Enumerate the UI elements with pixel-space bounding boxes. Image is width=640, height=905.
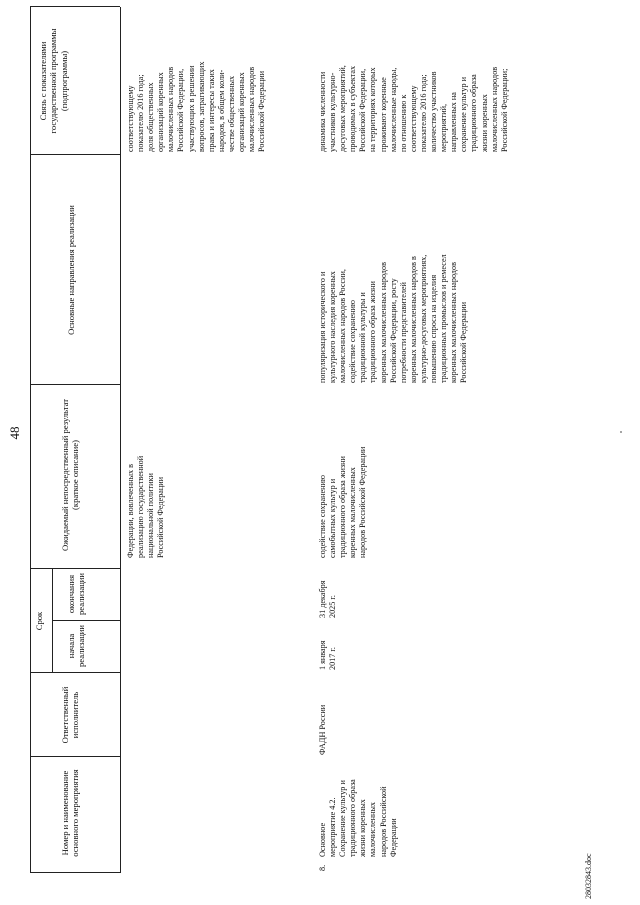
row-result: содействие сохранению самобытных культур и традиционного образа жизни коренных малочисленных народов Российской Федерации — [318, 446, 368, 558]
row-link: динамика численности участников культурно- досуговых мероприятий, проводимых в субъектах Российской Федерации, на территориях которых проживают коренные малочисленные народы, по отношению к соответствующему показателю 2016 года; количество участников мероприятий, направленных на сохранение культур и традиционного образа жизни коренных малочисленных народов Российской Федерации; — [318, 65, 509, 152]
header-start: начала реализации — [66, 625, 87, 667]
row-end-date: 31 декабря 2025 г. — [318, 580, 338, 618]
header-bottom-border — [120, 7, 121, 873]
header-number-name: Номер и наименование основного мероприятия — [60, 769, 81, 857]
table-left-border — [30, 872, 120, 873]
header-link: Связь с показателями государственной программы (подпрограммы) — [38, 28, 69, 134]
table-top-border — [30, 7, 31, 873]
col-divider-6 — [30, 154, 120, 155]
header-executor: Ответственный исполнитель — [60, 686, 81, 744]
page-number: 48 — [7, 426, 22, 440]
row-executor: ФАДН России — [318, 704, 327, 755]
header-srok: Срок — [34, 611, 44, 631]
header-directions: Основные направления реализации — [66, 205, 76, 335]
scan-speck — [620, 431, 622, 433]
table-right-border — [30, 6, 120, 7]
header-result: Ожидаемый непосредственный результат (краткое описание) — [60, 399, 81, 551]
col-divider-3 — [52, 620, 120, 621]
header-end: окончания реализации — [66, 573, 87, 615]
row-start-date: 1 января 2017 г. — [318, 640, 338, 670]
srok-divider — [52, 569, 53, 673]
row-directions: популяризация исторического и культурного наследия коренных малочисленных народов России, содействие сохранению традиционной культуры и традиционного образа жизни коренных малочисленных народов Российской Федерации, росту потребности представителей коренных малочисленных народов в культурно-досуговых мероприятиях, повышению спроса на изделия традиционных промыслов и ремесел коренных малочисленных народов Российской Федерации — [318, 254, 469, 383]
col-divider-5 — [30, 384, 120, 385]
row-number: 8. — [318, 864, 327, 871]
col-divider-1 — [30, 756, 120, 757]
row-measure-name: Основное мероприятие 4.2. Сохранение культур и традиционного образа жизни коренных малочисленных народов Российской Федерации — [318, 779, 398, 857]
continuation-result: Федерации, вовлеченных в реализацию государственной национальной политики Российской Федерации — [126, 455, 166, 558]
footer-doc-code: 28032843.doc — [584, 853, 593, 899]
continuation-link: соответствующему показателю 2016 года; доля общественных организаций коренных малочисленных народов Российской Федерации, участвующих в решении вопросов, затрагивающих права и интересы таких народов, в общем коли- честве общественных организаций коренных малочисленных народов Российской Федерации — [126, 61, 267, 152]
